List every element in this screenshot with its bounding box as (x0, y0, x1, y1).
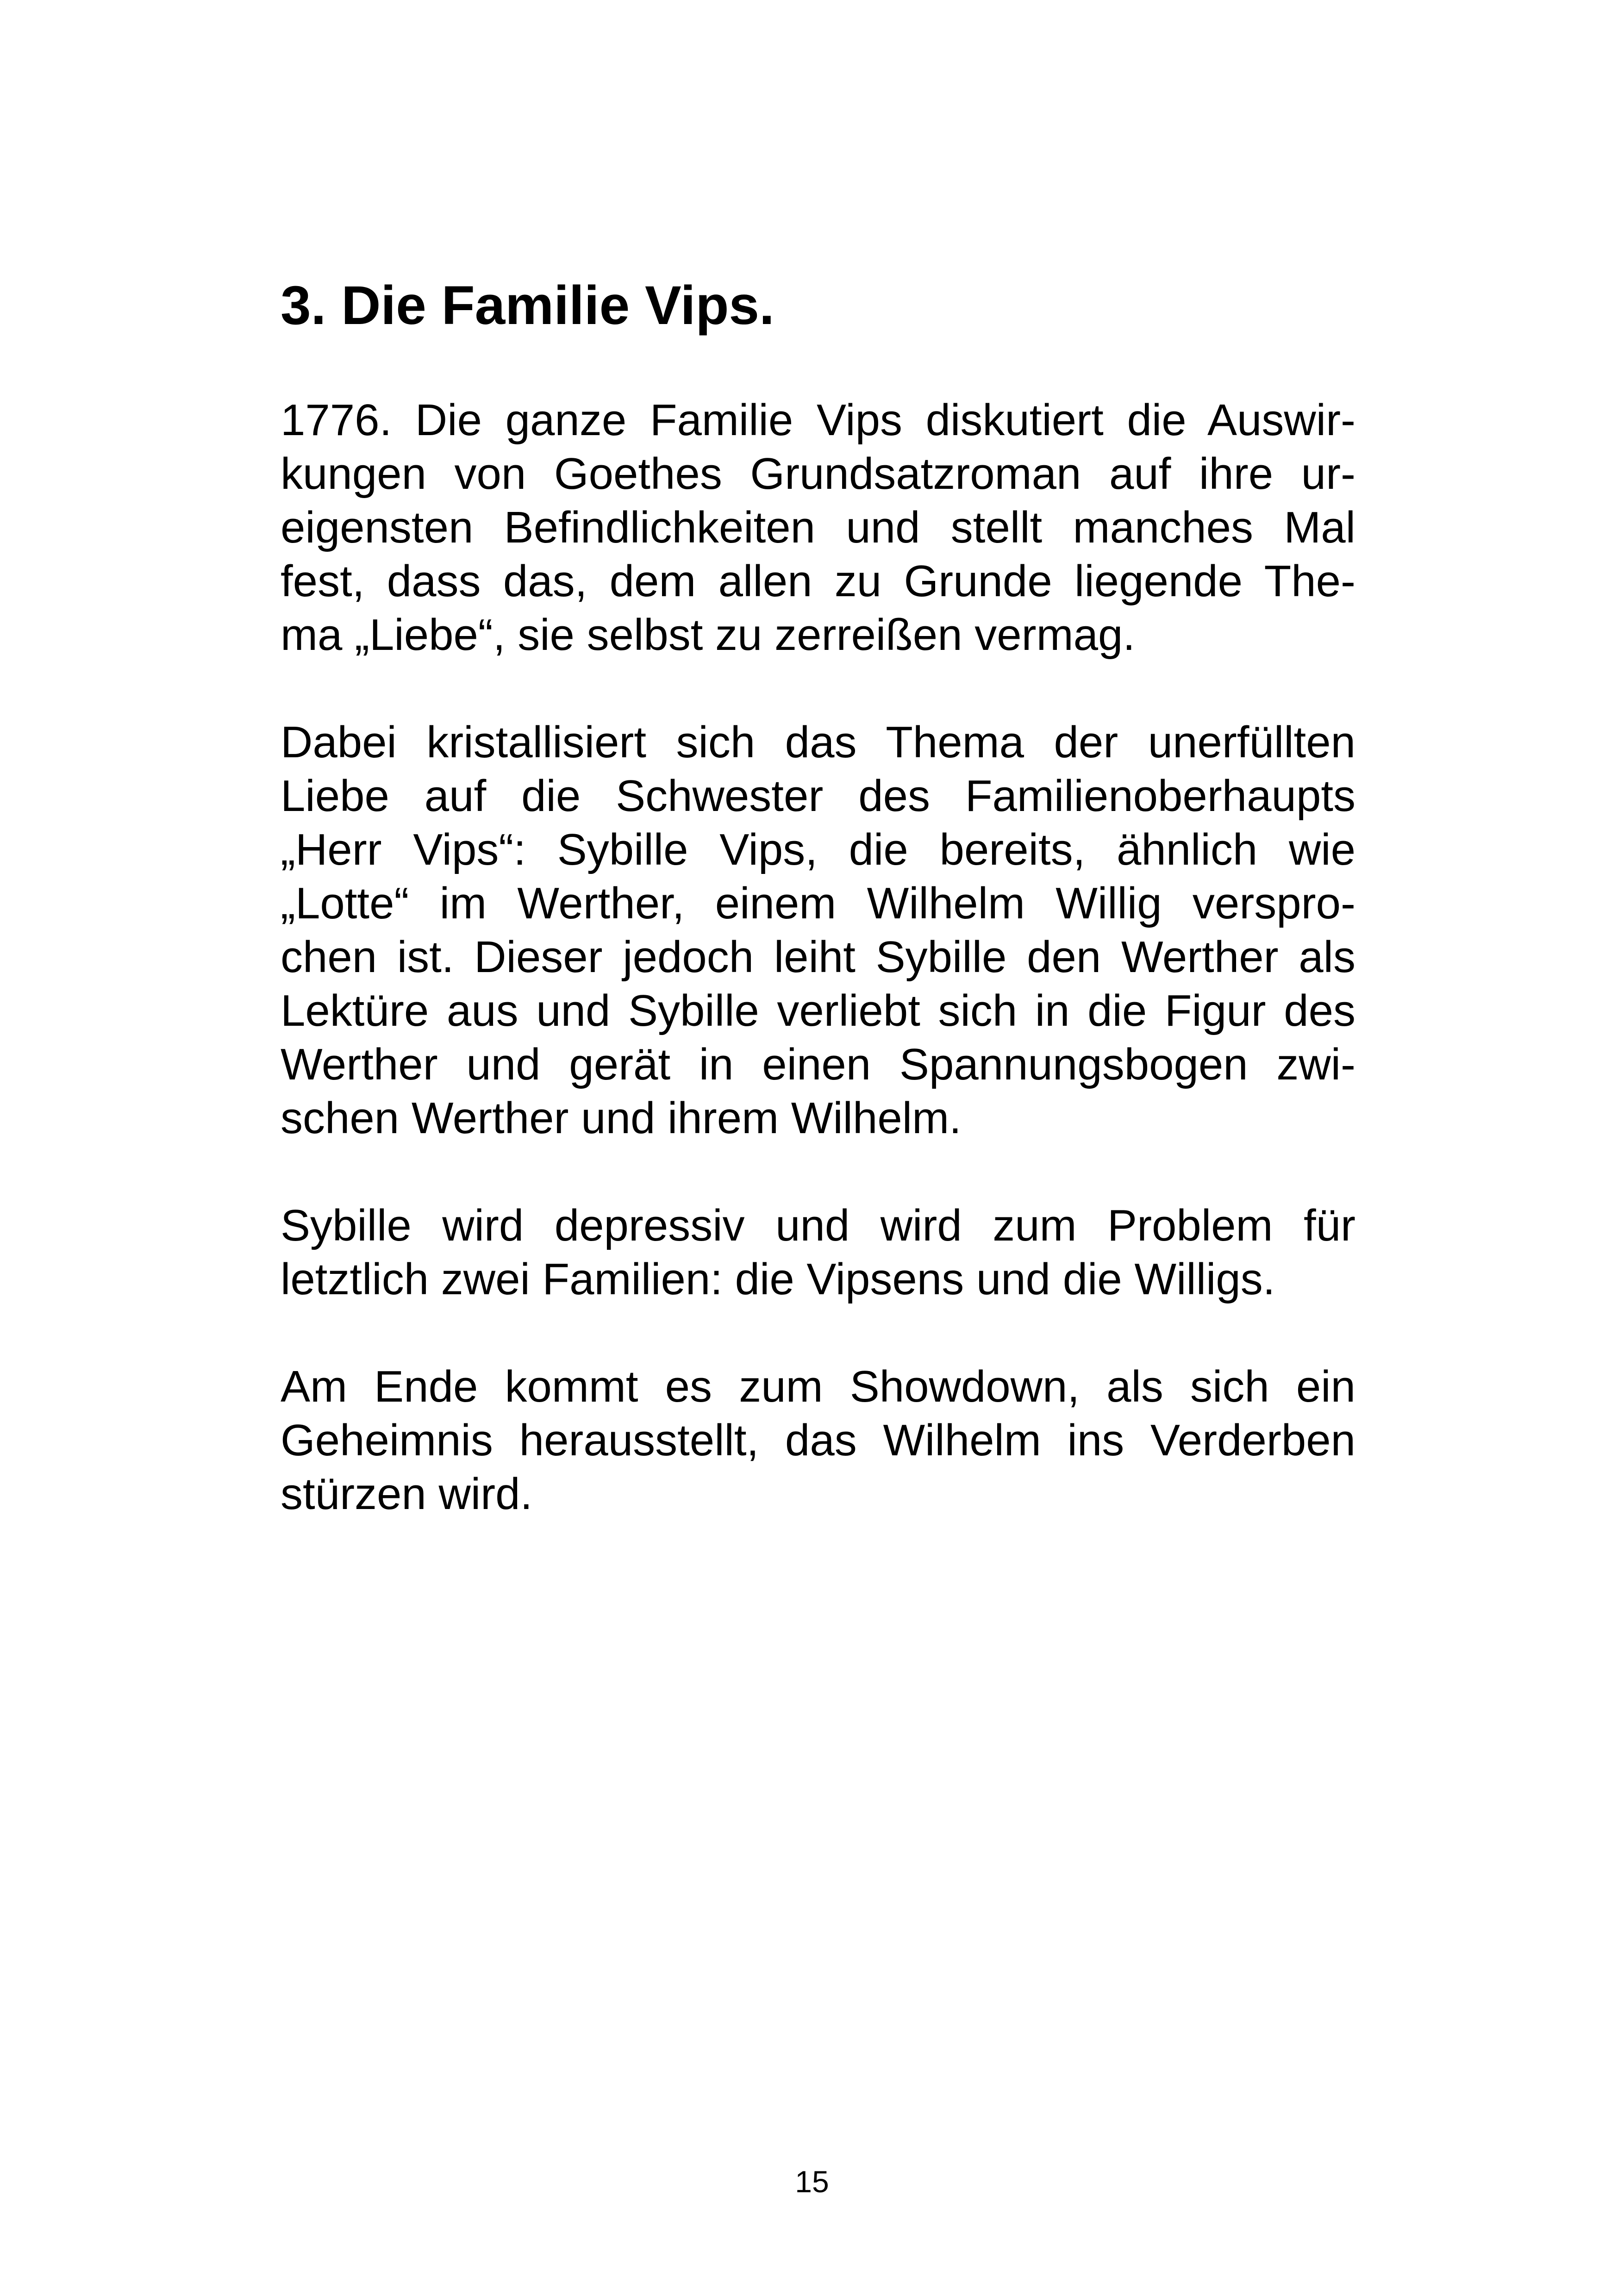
text-line: „Herr Vips“: Sybille Vips, die bereits, ähnlich wie (281, 824, 1355, 874)
text-line: fest, dass das, dem allen zu Grunde liegende The- (281, 556, 1355, 606)
text-line: 1776. Die ganze Familie Vips diskutiert die Auswir- (281, 395, 1355, 445)
text-line: Geheimnis herausstellt, das Wilhelm ins Verderben (281, 1415, 1355, 1465)
page-number: 15 (795, 2164, 829, 2199)
page-content (281, 273, 1355, 1575)
text-line: ma „Liebe“, sie selbst zu zerreißen vermag. (281, 610, 1136, 660)
text-line: eigensten Befindlichkeiten und stellt manches Mal (281, 502, 1355, 552)
text-line: Sybille wird depressiv und wird zum Problem für (281, 1200, 1355, 1250)
body-text (281, 393, 1355, 1521)
text-line: chen ist. Dieser jedoch leiht Sybille den Werther als (281, 932, 1355, 982)
chapter-heading: 3. Die Familie Vips. (281, 275, 775, 336)
text-line: stürzen wird. (281, 1469, 533, 1519)
paragraph (281, 1199, 1355, 1306)
paragraph (281, 1360, 1355, 1521)
text-line: letztlich zwei Familien: die Vipsens und die Willigs. (281, 1254, 1275, 1304)
text-line: schen Werther und ihrem Wilhelm. (281, 1093, 962, 1143)
text-line: Am Ende kommt es zum Showdown, als sich ein (281, 1361, 1355, 1411)
paragraph (281, 716, 1355, 1145)
text-line: Lektüre aus und Sybille verliebt sich in die Figur des (281, 985, 1355, 1035)
text-line: Dabei kristallisiert sich das Thema der unerfüllten (281, 717, 1355, 767)
text-line: Werther und gerät in einen Spannungsbogen zwi- (281, 1039, 1355, 1089)
text-line: „Lotte“ im Werther, einem Wilhelm Willig verspro- (281, 878, 1355, 928)
text-line: kungen von Goethes Grundsatzroman auf ihre ur- (281, 449, 1355, 499)
paragraph (281, 393, 1355, 662)
text-line: Liebe auf die Schwester des Familienoberhaupts (281, 771, 1355, 821)
